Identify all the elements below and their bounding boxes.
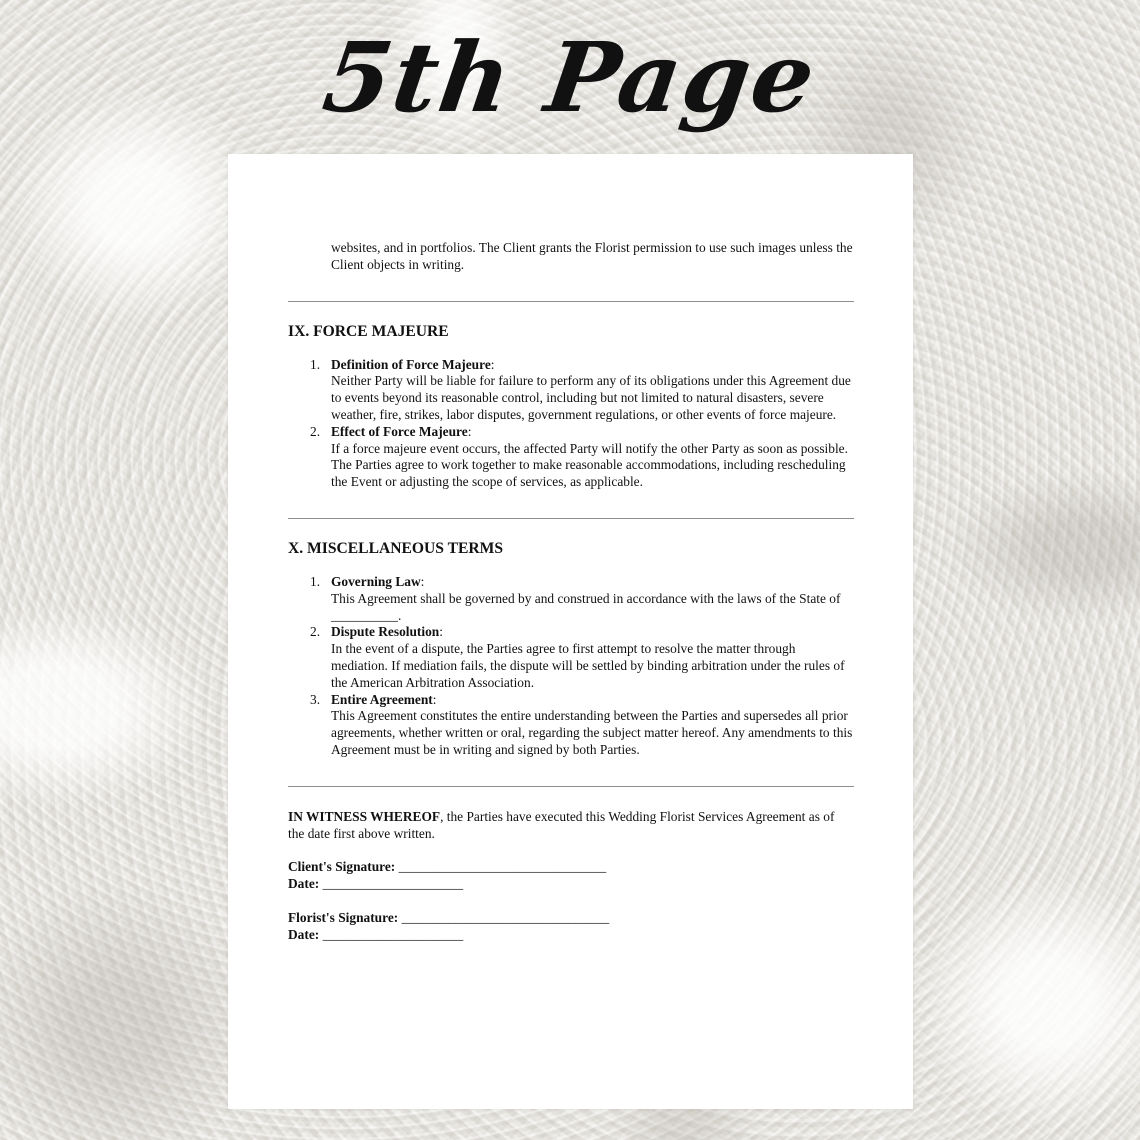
item-body (331, 574, 854, 624)
item-number: 1. (310, 573, 321, 589)
item-number: 3. (310, 691, 321, 707)
document-content (288, 240, 854, 944)
florist-date-line: _____________________ (319, 926, 464, 942)
list-item (288, 574, 854, 624)
list-item (288, 624, 854, 691)
item-body (331, 424, 854, 491)
intro-continuation: websites, and in portfolios. The Client grants the Florist permission to use such images unless the Client objects in writing. (331, 240, 853, 272)
client-signature-block (288, 859, 854, 893)
client-signature-row (288, 859, 854, 876)
document-page (228, 154, 913, 1109)
list-item (288, 424, 854, 491)
item-text: This Agreement constitutes the entire understanding between the Parties and supersedes all prior agreements, whether written or oral, regarding the subject matter hereof. Any amendments to this Agreement must be in writing and signed by both Parties. (331, 708, 853, 757)
item-colon: : (420, 573, 425, 589)
item-body (331, 357, 854, 424)
item-text: Neither Party will be liable for failure to perform any of its obligations under this Agreement due to events beyond its reasonable control, including but not limited to natural disasters, severe weather, fire, strikes, labor disputes, government regulations, or other events of force majeure. (331, 373, 851, 422)
item-text: This Agreement shall be governed by and construed in accordance with the laws of the State of __________. (331, 590, 841, 623)
item-body (331, 624, 854, 691)
item-term: Governing Law (331, 573, 421, 589)
section-divider (288, 786, 854, 787)
miscellaneous-list (288, 574, 854, 759)
item-text: In the event of a dispute, the Parties agree to first attempt to resolve the matter through mediation. If mediation fails, the dispute will be settled by binding arbitration under the rules of the American Arbitration Association. (331, 641, 845, 690)
florist-signature-line: _______________________________ (398, 909, 610, 925)
section-divider (288, 301, 854, 302)
florist-date-label: Date: (288, 926, 320, 942)
item-text: If a force majeure event occurs, the affected Party will notify the other Party as soon as possible. The Parties agree to work together to make reasonable accommodations, including rescheduling the Event or adjusting the scope of services, as applicable. (331, 440, 848, 490)
client-date-row (288, 876, 854, 893)
florist-signature-label: Florist's Signature: (288, 909, 399, 925)
witness-text: , the Parties have executed this Wedding Florist Services Agreement as of the date first above written. (288, 808, 835, 841)
item-number: 2. (310, 624, 321, 640)
item-number: 2. (310, 423, 321, 439)
item-number: 1. (310, 356, 321, 372)
item-colon: : (439, 624, 443, 640)
section-divider (288, 518, 854, 519)
item-body (331, 692, 854, 759)
item-term: Effect of Force Majeure (331, 423, 468, 439)
florist-signature-block (288, 910, 854, 944)
witness-lead: IN WITNESS WHEREOF (288, 808, 441, 824)
item-colon: : (432, 691, 437, 707)
witness-clause (288, 809, 854, 843)
client-signature-label: Client's Signature: (288, 859, 396, 875)
item-colon: : (467, 423, 472, 439)
page-heading: 5th Page (316, 21, 824, 134)
client-date-label: Date: (288, 876, 320, 892)
florist-signature-row (288, 910, 854, 927)
item-colon: : (490, 356, 495, 372)
client-date-line: _____________________ (319, 876, 464, 892)
list-item (288, 357, 854, 424)
force-majeure-list (288, 357, 854, 491)
item-term: Definition of Force Majeure (331, 356, 491, 372)
client-signature-line: _______________________________ (395, 859, 607, 875)
florist-date-row (288, 927, 854, 944)
section-title-miscellaneous: X. MISCELLANEOUS TERMS (288, 539, 504, 557)
item-term: Dispute Resolution (331, 624, 440, 640)
section-title-force-majeure: IX. FORCE MAJEURE (288, 322, 449, 340)
list-item (288, 692, 854, 759)
item-term: Entire Agreement (331, 691, 433, 707)
